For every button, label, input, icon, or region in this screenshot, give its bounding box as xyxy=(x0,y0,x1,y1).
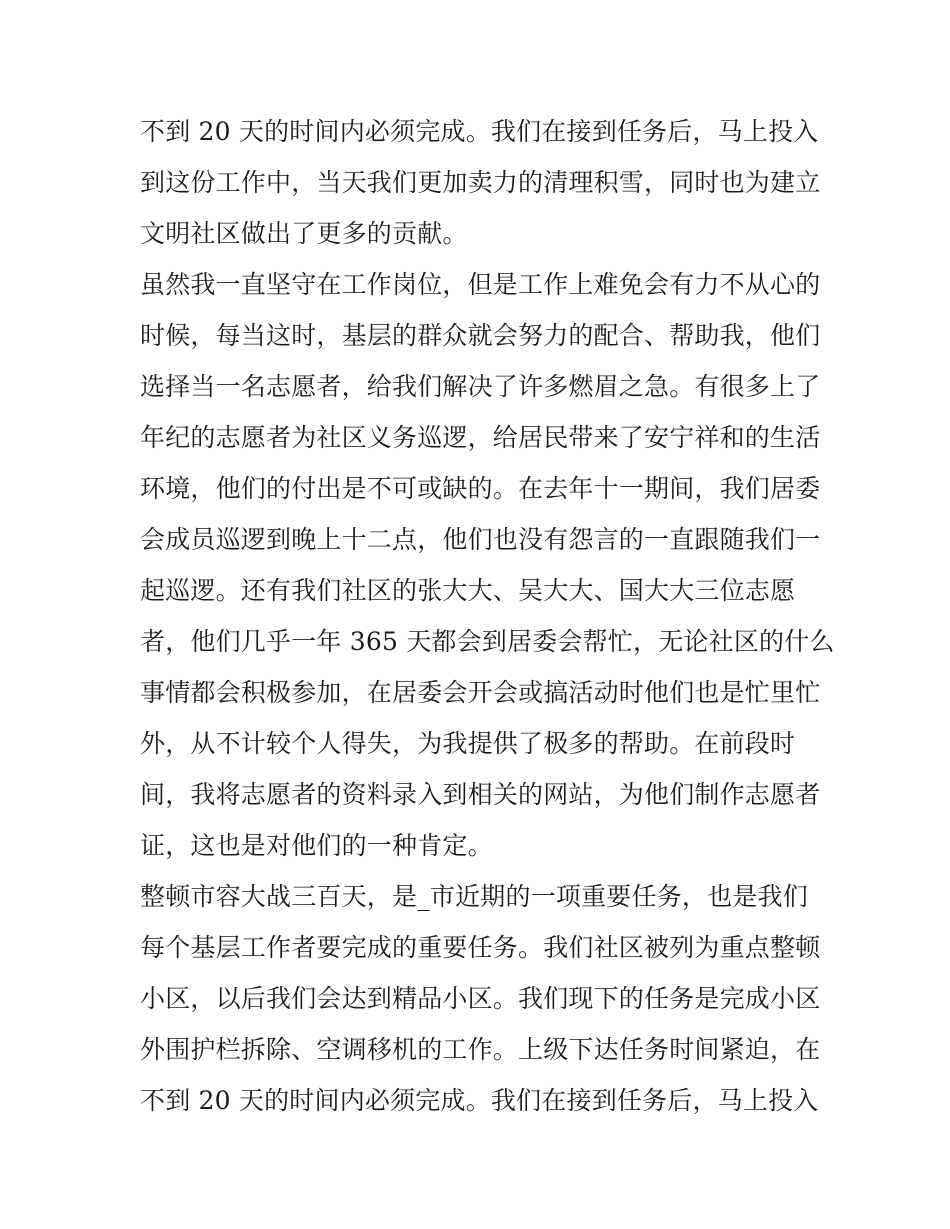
text-line: 外，从不计较个人得失，为我提供了极多的帮助。在前段时 xyxy=(140,729,796,758)
text-line: 不到 20 天的时间内必须完成。我们在接到任务后，马上投入 xyxy=(140,1086,819,1115)
document-body xyxy=(140,106,835,1126)
text-line: 选择当一名志愿者，给我们解决了许多燃眉之急。有很多上了 xyxy=(140,372,821,401)
text-line: 外围护栏拆除、空调移机的工作。上级下达任务时间紧迫，在 xyxy=(140,1035,821,1064)
text-line: 小区，以后我们会达到精品小区。我们现下的任务是完成小区 xyxy=(140,984,821,1013)
text-line: 环境，他们的付出是不可或缺的。在去年十一期间，我们居委 xyxy=(140,474,821,503)
text-line: 者，他们几乎一年 365 天都会到居委会帮忙，无论社区的什么 xyxy=(140,627,835,656)
text-line: 间，我将志愿者的资料录入到相关的网站，为他们制作志愿者 xyxy=(140,780,821,809)
text-line: 虽然我一直坚守在工作岗位，但是工作上难免会有力不从心的 xyxy=(140,270,821,299)
text-line: 文明社区做出了更多的贡献。 xyxy=(140,219,468,248)
text-line: 年纪的志愿者为社区义务巡逻，给居民带来了安宁祥和的生活 xyxy=(140,423,821,452)
text-line: 证，这也是对他们的一种肯定。 xyxy=(140,831,493,860)
text-line: 时候，每当这时，基层的群众就会努力的配合、帮助我，他们 xyxy=(140,321,821,350)
text-line: 事情都会积极参加，在居委会开会或搞活动时他们也是忙里忙 xyxy=(140,678,821,707)
text-line: 会成员巡逻到晚上十二点，他们也没有怨言的一直跟随我们一 xyxy=(140,525,821,554)
text-line: 起巡逻。还有我们社区的张大大、吴大大、国大大三位志愿 xyxy=(140,576,796,605)
text-line: 到这份工作中，当天我们更加卖力的清理积雪，同时也为建立 xyxy=(140,168,821,197)
text-line: 整顿市容大战三百天，是_市近期的一项重要任务，也是我们 xyxy=(140,882,808,911)
text-line: 每个基层工作者要完成的重要任务。我们社区被列为重点整顿 xyxy=(140,933,821,962)
text-line: 不到 20 天的时间内必须完成。我们在接到任务后，马上投入 xyxy=(140,117,819,146)
